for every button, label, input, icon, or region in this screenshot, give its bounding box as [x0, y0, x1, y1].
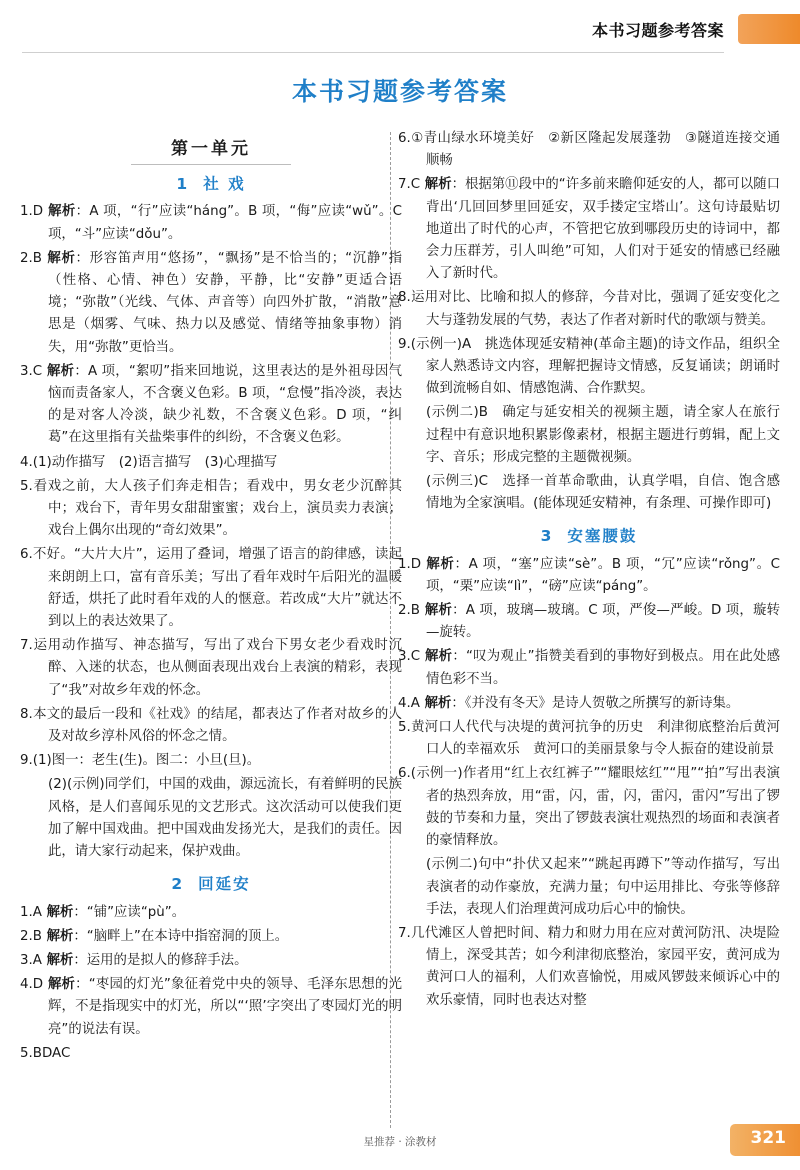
answer-number: 6.	[398, 131, 411, 146]
answer-number: 2.B	[20, 928, 42, 944]
lesson3-item7	[398, 923, 780, 1012]
answer-item	[20, 950, 402, 972]
answer-number: 9.	[20, 753, 33, 769]
answer-number: 7.	[20, 638, 33, 654]
answer-number: 8.	[398, 290, 411, 306]
page-title: 本书习题参考答案	[291, 77, 508, 106]
answer-number: 5.	[398, 720, 411, 736]
answer-text: ：“枣园的灯光”象征着党中央的领导、毛泽东思想的光辉，不是指现实中的灯光，所以“‘照’字突出了枣园灯光的明亮”的说法有误。	[48, 977, 403, 1037]
answer-text: ：A 项，“絮叨”指来回地说，这里表达的是外祖母因气恼而责备家人，不含褒义色彩。B 项，“怠慢”指冷淡，表达的是对客人冷淡，缺少礼数，不含褒义色彩。D 项，“纠葛”在这里指有关盐柴事件的纠纷，不含褒义色彩。	[48, 363, 402, 446]
answer-number: 9.	[398, 336, 411, 352]
header-title: 本书习题参考答案	[591, 21, 724, 40]
answer-number: 4.D	[20, 977, 44, 993]
answer-item	[398, 763, 780, 852]
lesson-heading-1	[20, 173, 402, 195]
analysis-label: 解析	[41, 904, 74, 920]
answer-text: ①青山绿水环境美好 ②新区隆起发展蓬勃 ③隧道连接交通顺畅	[410, 131, 780, 169]
answer-paragraph: (示例二)句中“扑伏又起来”“跳起再蹲下”等动作描写，写出表演者的动作豪放，充满力量；句中运用排比、夸张等修辞手法，表现人们治理黄河成功后心中的愉快。	[426, 857, 780, 917]
lesson-heading-3	[398, 525, 780, 547]
answer-item	[398, 717, 780, 761]
answer-paragraph: (示例三)C 选择一首革命歌曲，认真学唱，自信、饱含感情地为全家演唱。(能体现延安精神，有条理、可操作即可)	[426, 474, 780, 512]
answer-item	[20, 750, 402, 772]
header-orange-tab	[738, 14, 800, 44]
page-number: 321	[750, 1128, 786, 1148]
answer-number: 3.A	[20, 952, 42, 968]
answer-paragraph: (2)(示例)同学们，中国的戏曲，源远流长，有着鲜明的民族风格，是人们喜闻乐见的文艺形式。这次活动可以使我们更加了解中国戏曲。把中国戏曲发扬光大，是我们的责任。因此，请大家行动起来，保护戏曲。	[48, 777, 402, 860]
answer-number: 1.D	[398, 556, 422, 572]
answer-number: 2.B	[20, 250, 42, 266]
answer-text: 不好。“大片大片”，运用了叠词，增强了语言的韵律感，读起来朗朗上口，富有音乐美；写出了看年戏时午后阳光的温暖舒适，烘托了此时看年戏的人的惬意。若改成“大片”就达不到以上的表达效果了。	[32, 547, 402, 630]
answer-number: 4.	[20, 454, 33, 470]
analysis-label: 解析	[420, 649, 453, 665]
answer-text: (1)动作描写 (2)语言描写 (3)心理描写	[32, 454, 278, 470]
answer-item	[20, 1043, 402, 1065]
answer-number: 7.	[398, 925, 411, 941]
answer-item	[20, 476, 402, 543]
answer-item	[20, 902, 402, 924]
answer-text: 黄河口人代代与决堤的黄河抗争的历史 利津彻底整治后黄河口人的幸福欢乐 黄河口的美丽景象与令人振奋的建设前景	[410, 720, 780, 758]
analysis-label: 解析	[41, 250, 76, 266]
answer-number: 1.D	[20, 204, 44, 220]
answer-item	[398, 334, 780, 401]
lesson-name: 回延安	[198, 875, 251, 894]
item9-examples	[398, 402, 780, 515]
answer-item	[398, 646, 780, 690]
answer-text: (1)图一：老生(生)。图二：小旦(旦)。	[32, 753, 261, 769]
left-column	[20, 128, 402, 1067]
analysis-label: 解析	[41, 928, 74, 944]
lesson-number: 1	[176, 175, 190, 194]
analysis-label: 解析	[43, 204, 76, 220]
answer-item	[20, 201, 402, 245]
lesson2-answers	[20, 902, 402, 1065]
answer-item	[398, 693, 780, 715]
lesson-name: 社 戏	[203, 175, 246, 194]
lesson1-answers	[20, 201, 402, 772]
header-rule	[22, 52, 724, 53]
answer-number: 3.C	[398, 649, 421, 665]
answer-text: ：形容笛声用“悠扬”，“飘扬”是不恰当的；“沉静”指（性格、心情、神色）安静，平静，比“安静”更适合语境；“弥散”（光线、气体、声音等）向四外扩散，“消散”意思是（烟雾、气味、热力以及感觉、情绪等抽象事物）消失，用“弥散”更恰当。	[48, 250, 402, 355]
footer-text: 星推荐 · 涂教材	[363, 1136, 437, 1148]
answer-text: ：“脑畔上”在本诗中指窑洞的顶上。	[73, 928, 289, 944]
right-column	[398, 128, 780, 1014]
answer-text: 几代滩区人曾把时间、精力和财力用在应对黄河防汛、决堤险情上，深受其苦；如今利津彻底整治，家园平安，黄河成为黄河口人的福利，人们欢喜愉悦，用威风锣鼓来倾诉心中的欢乐豪情，同时也表达对整	[410, 925, 780, 1008]
answer-text: (示例一)作者用“红上衣红裤子”“耀眼炫红”“甩”“拍”写出表演者的热烈奔放，用“雷，闪，雷，闪，雷闪，雷闪”写出了锣鼓的节奏和力量，突出了锣鼓表演壮观热烈的场面和表演者的豪情释放。	[410, 766, 780, 849]
answer-item	[20, 248, 402, 359]
answer-item	[20, 926, 402, 948]
answer-item	[20, 361, 402, 450]
answer-item	[20, 544, 402, 633]
lesson2-answers-continued	[398, 128, 780, 400]
answer-item	[398, 600, 780, 644]
analysis-label: 解析	[419, 695, 452, 711]
answer-text: ：“铺”应读“pù”。	[73, 904, 186, 920]
answer-text: 看戏之前，大人孩子们奔走相告；看戏中，男女老少沉醉其中；戏台下，青年男女甜甜蜜蜜；戏台上，演员卖力表演；戏台上偶尔出现的“奇幻效果”。	[32, 478, 402, 539]
answer-text: ：A 项，玻璃—玻璃。C 项，严俊—严峻。D 项，璇转—旋转。	[426, 603, 781, 641]
unit-heading: 第一单元	[171, 139, 251, 159]
answer-item	[20, 704, 402, 748]
answer-text: ：运用的是拟人的修辞手法。	[73, 952, 248, 968]
answer-text: 本文的最后一段和《社戏》的结尾，都表达了作者对故乡的人及对故乡淳朴风俗的怀念之情。	[32, 706, 402, 745]
answer-item	[20, 974, 402, 1041]
answer-number: 8.	[20, 706, 33, 722]
answer-number: 7.C	[398, 177, 421, 193]
analysis-label: 解析	[41, 952, 74, 968]
answer-number: 2.B	[398, 603, 420, 619]
answer-text: ：根据第⑪段中的“许多前来瞻仰延安的人，都可以随口背出‘几回回梦里回延安，双手搂定宝塔山’。这句诗最贴切地道出了时代的心声，不管把它放到哪段历史的诗词中，都会力压群芳，引人叫绝”可知，人们对于延安的情感已经融入了新时代。	[426, 177, 781, 282]
answer-text: 运用对比、比喻和拟人的修辞，今昔对比，强调了延安变化之大与蓬勃发展的气势，表达了作者对新时代的歌颂与赞美。	[410, 290, 780, 328]
answer-item	[20, 635, 402, 702]
answer-item	[20, 452, 402, 474]
answer-number: 4.A	[398, 695, 420, 711]
lesson3-answers	[398, 554, 780, 853]
answer-text: BDAC	[32, 1045, 71, 1061]
answer-item	[398, 174, 780, 285]
answer-text: ：《并没有冬天》是诗人贺敬之所撰写的新诗集。	[451, 695, 740, 711]
analysis-label: 解析	[421, 556, 455, 572]
answer-item	[398, 287, 780, 331]
answer-number: 1.A	[20, 904, 42, 920]
answer-number: 3.C	[20, 363, 43, 379]
answer-number: 5.	[20, 1045, 33, 1061]
header-band	[0, 0, 800, 56]
answer-text: 运用动作描写、神态描写，写出了戏台下男女老少看戏时沉醉、入迷的状态，也从侧面表现出戏台上表演的精彩，表现了“我”对故乡年戏的怀念。	[32, 638, 402, 698]
answer-text: ：A 项，“行”应读“háng”。B 项，“侮”应读“wǔ”。C 项，“斗”应读“dǒu”。	[48, 204, 402, 242]
lesson-name: 安塞腰鼓	[567, 527, 638, 546]
answer-paragraph: (示例二)B 确定与延安相关的视频主题，请全家人在旅行过程中有意识地积累影像素材，根据主题进行剪辑，配上文字、音乐；形成完整的主题微视频。	[426, 405, 780, 465]
answer-text: ：“叹为观止”指赞美看到的事物好到极点。用在此处感情色彩不当。	[426, 649, 780, 687]
answer-item	[398, 923, 780, 1012]
answer-item	[398, 554, 780, 598]
analysis-label: 解析	[42, 363, 75, 379]
analysis-label: 解析	[419, 603, 453, 619]
answer-text: (示例一)A 挑选体现延安精神(革命主题)的诗文作品，组织全家人熟悉诗文内容，理解把握诗文情感，反复诵读；朗诵时做到流畅自如、情感饱满、合作默契。	[410, 336, 780, 397]
answer-number: 6.	[398, 766, 411, 782]
analysis-label: 解析	[420, 177, 452, 193]
answer-number: 6.	[20, 547, 33, 563]
lesson-number: 2	[171, 875, 185, 894]
answer-number: 5.	[20, 478, 33, 494]
analysis-label: 解析	[43, 977, 76, 993]
lesson-heading-2	[20, 873, 402, 895]
answer-item	[398, 128, 780, 172]
answer-text: ：A 项，“塞”应读“sè”。B 项，“冗”应读“rǒng”。C 项，“栗”应读“lì”，“磅”应读“páng”。	[426, 556, 780, 594]
lesson-number: 3	[540, 527, 554, 546]
unit-rule	[131, 164, 291, 165]
